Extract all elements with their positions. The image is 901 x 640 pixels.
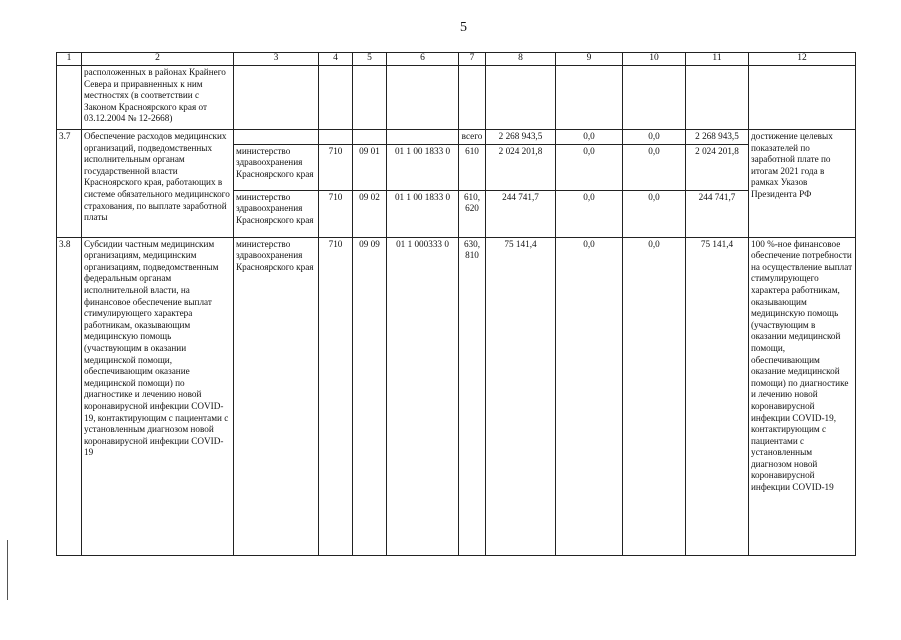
ministry-cell: министерство здравоохранения Красноярского края xyxy=(234,144,319,190)
header-cell: 11 xyxy=(686,53,749,66)
value-cell: 0,0 xyxy=(623,190,686,237)
goal-cell: 100 %-ное финансовое обеспечение потребности на осуществление выплат стимулирующего характера работникам, оказывающим медицинскую помощь (участвующим в оказании медицинской помощи, обеспечивающим оказание медицинской помощи) по диагностике и лечению новой коронавирусной инфекции COVID-19, контактирующим с пациентами с установленным диагнозом новой коронавирусной инфекции COVID-19 xyxy=(749,237,856,555)
value-cell: 0,0 xyxy=(556,144,623,190)
description-cell: Обеспечение расходов медицинских организаций, подведомственных исполнительным органам государственной власти Красноярского края, работающих в системе обязательного медицинского страхования, по выплате заработной платы xyxy=(82,130,234,238)
code-cell: 01 1 00 1833 0 xyxy=(387,190,459,237)
table-row-3-8 xyxy=(57,237,856,555)
value-cell: 2 268 943,5 xyxy=(486,130,556,145)
header-cell: 9 xyxy=(556,53,623,66)
value-cell: 0,0 xyxy=(623,130,686,145)
header-cell: 7 xyxy=(459,53,486,66)
table-row-3-7-total xyxy=(57,130,856,145)
value-cell: 0,0 xyxy=(556,190,623,237)
value-cell: 75 141,4 xyxy=(686,237,749,555)
code-cell: 09 02 xyxy=(353,190,387,237)
value-cell: 244 741,7 xyxy=(686,190,749,237)
code-cell: 710 xyxy=(319,190,353,237)
header-cell: 2 xyxy=(82,53,234,66)
code-cell: 09 09 xyxy=(353,237,387,555)
value-cell: 0,0 xyxy=(556,237,623,555)
ministry-cell: министерство здравоохранения Красноярского края xyxy=(234,237,319,555)
code-cell: 01 1 00 1833 0 xyxy=(387,144,459,190)
value-cell: 2 268 943,5 xyxy=(686,130,749,145)
page-number: 5 xyxy=(460,20,467,35)
header-cell: 10 xyxy=(623,53,686,66)
budget-table xyxy=(56,52,856,556)
header-cell: 12 xyxy=(749,53,856,66)
value-cell: 0,0 xyxy=(623,237,686,555)
value-cell: 75 141,4 xyxy=(486,237,556,555)
code-cell: 710 xyxy=(319,144,353,190)
header-cell: 1 xyxy=(57,53,82,66)
code-cell: 09 01 xyxy=(353,144,387,190)
header-cell: 5 xyxy=(353,53,387,66)
value-cell: 244 741,7 xyxy=(486,190,556,237)
row-number: 3.7 xyxy=(57,130,82,238)
header-row xyxy=(57,53,856,66)
table-row-continuation xyxy=(57,66,856,130)
description-cell: Субсидии частным медицинским организациям, медицинским организациям, подведомственным федеральным органам исполнительной власти, на финансовое обеспечение выплат стимулирующего характера работникам, оказывающим медицинскую помощь (участвующим в оказании медицинской помощи, обеспечивающим оказание медицинской помощи) по диагностике и лечению новой коронавирусной инфекции COVID-19, контактирующим с пациентами с установленным диагнозом новой коронавирусной инфекции COVID-19 xyxy=(82,237,234,555)
code-cell: 610, 620 xyxy=(459,190,486,237)
code-cell: 630, 810 xyxy=(459,237,486,555)
value-cell: 2 024 201,8 xyxy=(486,144,556,190)
total-label: всего xyxy=(459,130,486,145)
code-cell: 610 xyxy=(459,144,486,190)
value-cell: 0,0 xyxy=(556,130,623,145)
header-cell: 6 xyxy=(387,53,459,66)
ministry-cell: министерство здравоохранения Красноярского края xyxy=(234,190,319,237)
value-cell: 0,0 xyxy=(623,144,686,190)
header-cell: 8 xyxy=(486,53,556,66)
row-number: 3.8 xyxy=(57,237,82,555)
code-cell: 01 1 000333 0 xyxy=(387,237,459,555)
scan-margin-mark xyxy=(7,540,8,600)
header-cell: 3 xyxy=(234,53,319,66)
code-cell: 710 xyxy=(319,237,353,555)
description-cell: расположенных в районах Крайнего Севера и приравненных к ним местностях (в соответствии с Законом Красноярского края от 03.12.2004 № 12-2668) xyxy=(82,66,234,130)
header-cell: 4 xyxy=(319,53,353,66)
goal-cell: достижение целевых показателей по заработной плате по итогам 2021 года в рамках Указов Президента РФ xyxy=(749,130,856,238)
value-cell: 2 024 201,8 xyxy=(686,144,749,190)
